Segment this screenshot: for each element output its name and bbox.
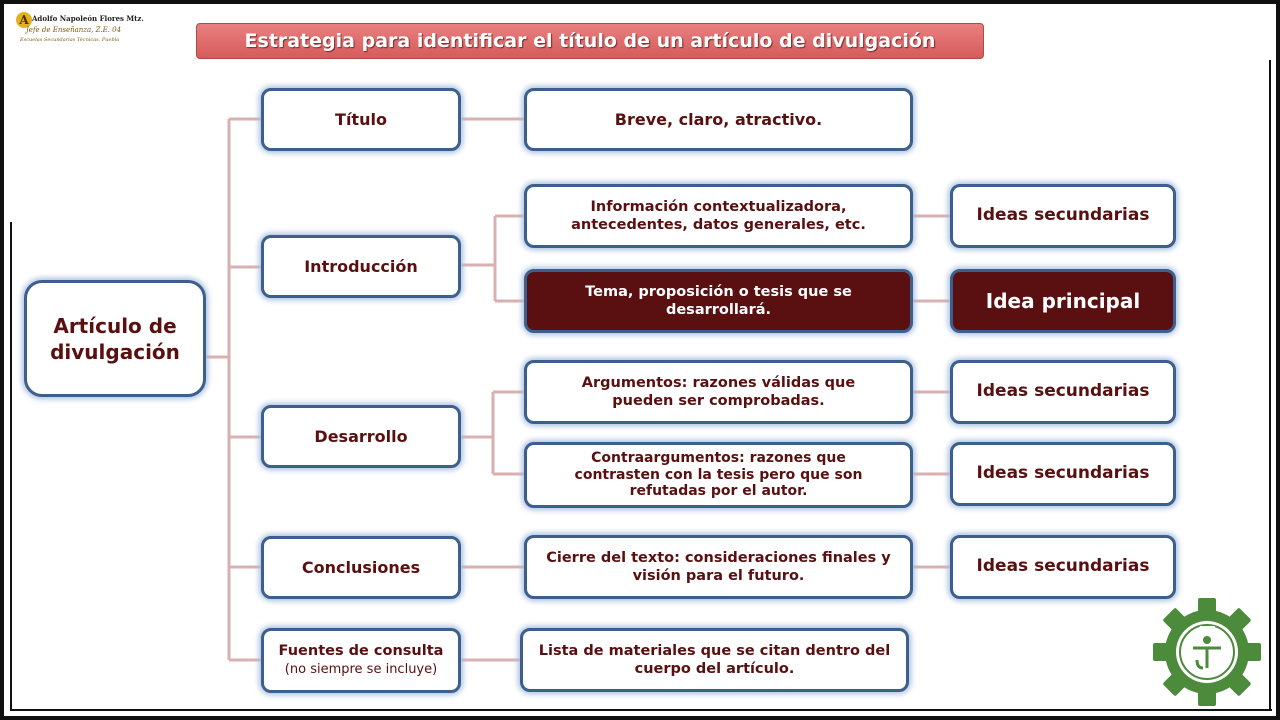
desc-sources [520,628,909,692]
logo-role: Jefe de Enseñanza, Z.E. 04 [26,26,122,34]
category-note: (no siempre se incluye) [284,661,438,677]
category-introduccion [261,235,461,298]
desc-dev-args [524,360,913,424]
category-label: Introducción [304,256,418,276]
idea-secondary-2 [950,360,1176,424]
idea-secondary-1 [950,184,1176,248]
desc-intro-thesis [524,269,913,333]
idea-main [950,269,1176,333]
root-label: Artículo de divulgación [50,313,180,364]
logo-initial: A [16,12,32,28]
logo-school: Escuelas Secundarias Técnicas, Puebla [20,37,120,43]
desc-label: Contraargumentos: razones que contrasten con la tesis pero que son refutadas por el autor. [574,449,863,500]
idea-label: Ideas secundarias [976,205,1150,226]
idea-label: Ideas secundarias [976,381,1150,402]
gear-logo-icon [1153,598,1261,706]
category-fuentes [261,628,461,693]
idea-secondary-3 [950,442,1176,506]
desc-label: Tema, proposición o tesis que se desarrollará. [585,283,852,318]
category-label: Fuentes de consulta [278,643,444,660]
desc-label: Información contextualizadora, antecedentes, datos generales, etc. [571,198,866,233]
gear-top-text: DST [1199,625,1215,633]
idea-label: Ideas secundarias [976,556,1150,577]
category-label: Título [335,109,387,129]
idea-label: Idea principal [985,288,1141,313]
category-label: Conclusiones [301,557,421,577]
category-desarrollo [261,405,461,468]
idea-label: Ideas secundarias [976,463,1150,484]
desc-label: Breve, claro, atractivo. [614,109,823,129]
category-label: Desarrollo [314,426,408,446]
logo-name: Adolfo Napoleón Flores Mtz. [32,14,144,23]
desc-label: Argumentos: razones válidas que pueden ser comprobadas. [581,374,856,409]
idea-secondary-4 [950,535,1176,599]
root-node [24,280,206,397]
desc-conclusions [524,535,913,599]
category-titulo [261,88,461,151]
desc-dev-counter [524,442,913,508]
desc-intro-context [524,184,913,248]
desc-label: Cierre del texto: consideraciones finales y visión para el futuro. [546,549,891,584]
page-title: Estrategia para identificar el título de un artículo de divulgación [196,23,984,59]
desc-label: Lista de materiales que se citan dentro del cuerpo del artículo. [538,642,891,677]
category-conclusiones [261,536,461,599]
desc-titulo [524,88,913,151]
